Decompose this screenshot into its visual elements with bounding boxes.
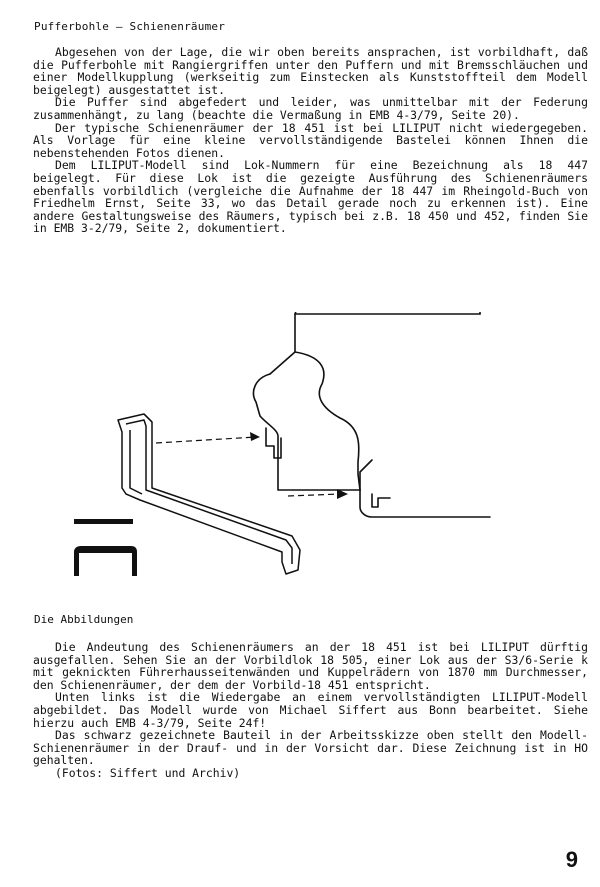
paragraph-andeutung: Die Andeutung des Schienenräumers an der 18 451 ist bei LILIPUT dürftig ausgefallen. Sehen Sie an der Vorbildlok 18 505, einer Lok aus der S3/6-Serie k mit geknickten Führerhausseitenwänden und Kuppelrädern von 1870 mm Durchmesser, den Schienenräumer, der dem der Vorbild-18 451 entspricht. xyxy=(33,640,588,692)
paragraph-schienenraeumer: Der typische Schienenräumer der 18 451 ist bei LILIPUT nicht wiedergegeben. Als Vorlage für eine kleine vervollständigende Bastelei können Ihnen die nebenstehenden Fotos dienen. xyxy=(33,120,588,160)
frame-step xyxy=(372,494,390,507)
paragraph-puffer: Die Puffer sind abgefedert und leider, was unmittelbar mit der Federung zusammenhängt, zu lang (beachte die Vermaßung in EMB 4-3/79, Seite 20). xyxy=(33,95,588,122)
model-part-front-view xyxy=(74,546,137,576)
page-header-title: Pufferbohle – Schienenräumer xyxy=(34,20,226,33)
frame-right-edge xyxy=(360,460,372,490)
section-title-abbildungen: Die Abbildungen xyxy=(34,613,134,626)
paragraph-lok-nummern: Dem LILIPUT-Modell sind Lok-Nummern für eine Bezeichnung als 18 447 beigelegt. Für diese Lok ist die gezeigte Ausführung des Schienenräumers ebenfalls vorbildlich (vergleiche die Aufnahme der 18 447 im Rheingold-Buch von Friedhelm Ernst, Seite 33, wo das Detail gerade noch zu erkennen ist). Eine andere Gestaltungsweise des Räumers, typisch bei z.B. 18 450 und 452, finden Sie in EMB 3-2/79, Seite 2, dokumentiert. xyxy=(33,158,588,236)
schienenraeumer-sketch xyxy=(60,312,540,602)
intro-text-block xyxy=(33,46,588,235)
photo-credit: (Fotos: Siffert und Archiv) xyxy=(55,765,241,780)
frame-outline xyxy=(254,374,360,490)
frame-lower-outline xyxy=(360,490,490,517)
raeumer-shade xyxy=(144,414,152,422)
guide-arrow-lower xyxy=(288,494,340,496)
frame-diagonal-edge xyxy=(270,314,295,374)
page-number: 9 xyxy=(565,847,578,872)
arrowhead-upper xyxy=(250,432,260,441)
paragraph-pufferbohle: Abgesehen von der Lage, die wir oben bereits ansprachen, ist vorbildhaft, daß die Pufferbohle mit Rangiergriffen unter den Puffern und mit Bremsschläuchen und einer Modellkupplung (werkseitig zum Einstecken als Kunststoffteil dem Modell beigelegt) ausgestattet ist. xyxy=(33,45,588,97)
raeumer-inner-bottom xyxy=(130,430,142,494)
frame-inner xyxy=(295,352,360,490)
captions-text-block xyxy=(33,641,588,780)
paragraph-unten-links: Unten links ist die Wiedergabe an einem vervollständigten LILIPUT-Modell abgebildet. Das Modell wurde von Michael Siffert aus Bonn bearbeitet. Siehe hierzu auch EMB 4-3/79, Seite 24f! xyxy=(33,690,588,730)
model-part-top-view xyxy=(74,519,133,524)
guide-arrow-upper xyxy=(156,437,256,443)
raeumer-inner-top xyxy=(126,420,292,564)
paragraph-bauteil: Das schwarz gezeichnete Bauteil in der Arbeitsskizze oben stellt den Modell-Schienenräumer in der Drauf- und in der Vorsicht dar. Diese Zeichnung ist in HO gehalten. xyxy=(33,728,588,768)
